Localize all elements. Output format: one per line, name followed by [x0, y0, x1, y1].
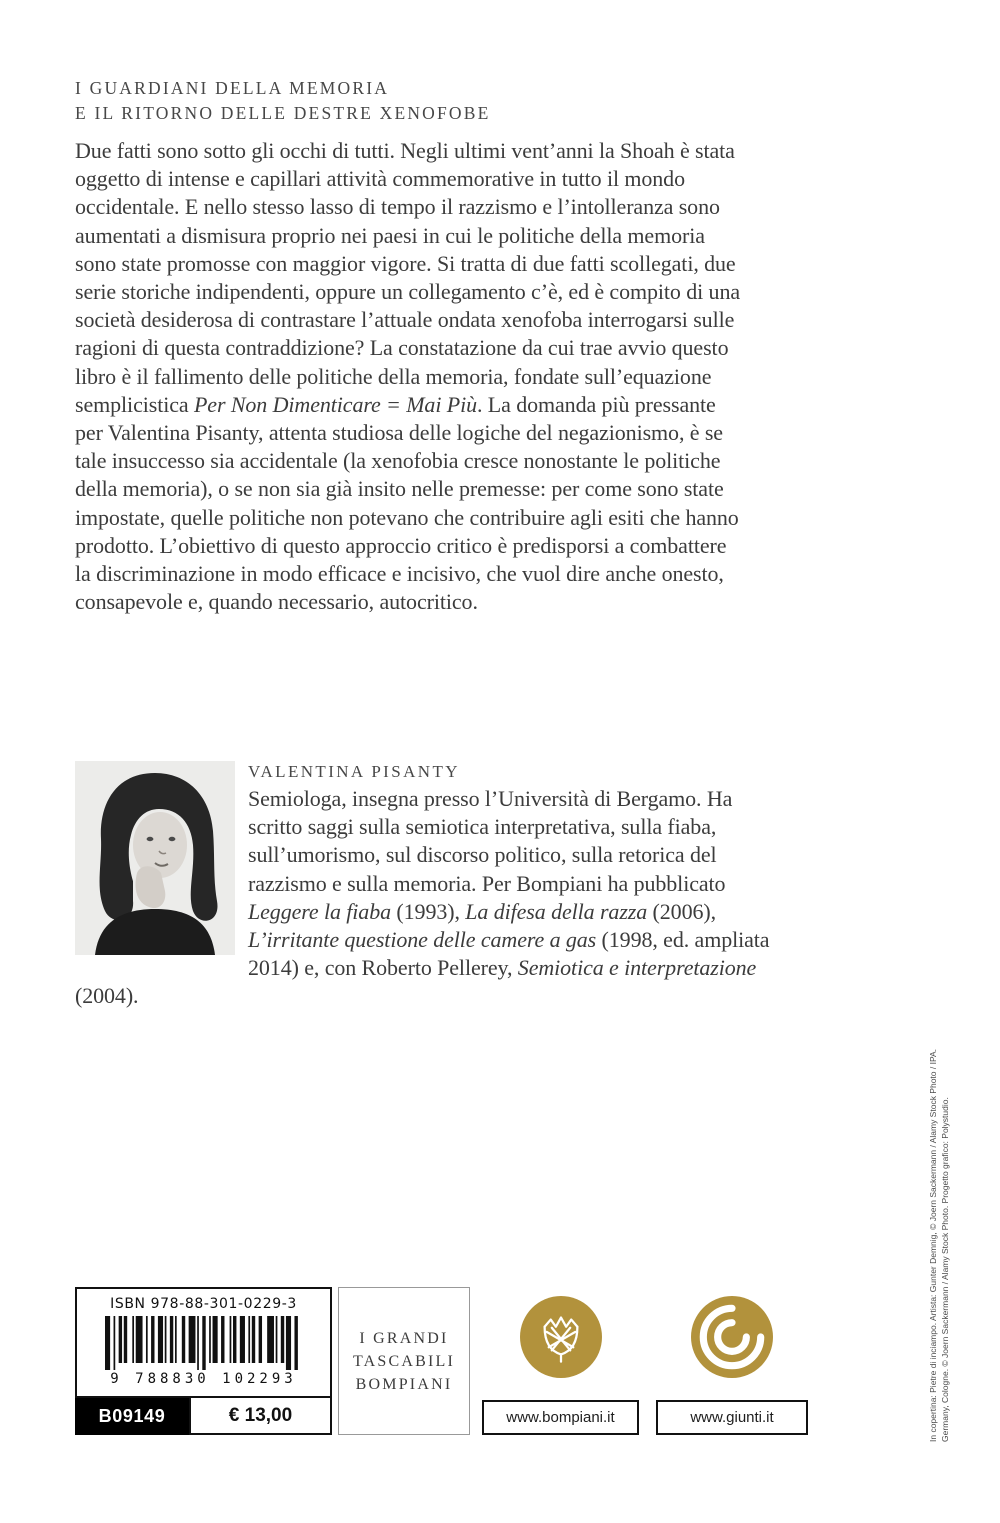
- isbn-label: ISBN 978-88-301-0229-3: [110, 1296, 297, 1312]
- bio-book-title-1: Leggere la fiaba: [248, 898, 392, 924]
- barcode-digits: 9 788830 102293: [110, 1371, 297, 1387]
- giunti-block: [656, 1287, 808, 1435]
- author-portrait-illustration: [75, 761, 235, 955]
- headline-line1: I GUARDIANI DELLA MEMORIA: [75, 78, 390, 98]
- isbn-block: [75, 1287, 332, 1435]
- bio-book-title-3: L’irritante questione delle camere a gas: [248, 927, 597, 953]
- photo-credits-vertical: [928, 1048, 951, 1442]
- bompiani-url: www.bompiani.it: [482, 1400, 639, 1435]
- barcode: [105, 1316, 303, 1370]
- series-line3: BOMPIANI: [355, 1375, 453, 1393]
- series-line2: TASCABILI: [352, 1352, 456, 1370]
- giunti-logo-icon: [691, 1296, 773, 1378]
- giunti-url: www.giunti.it: [656, 1400, 808, 1435]
- series-box: [338, 1287, 470, 1435]
- bompiani-block: [482, 1287, 639, 1435]
- bio-sep-1: (1993),: [391, 898, 466, 924]
- barcode-bars: [105, 1316, 298, 1370]
- main-text-block: [75, 76, 785, 616]
- author-section: [75, 757, 785, 1011]
- bio-book-title-2: La difesa della razza: [465, 898, 648, 924]
- bio-book-title-4: Semiotica e interpretazione: [517, 955, 757, 981]
- synopsis-part2: . La domanda più pressante per Valentina Pisanty, attenta studiosa delle logiche del negazionismo, è se tale insuccesso sia accidentale (la xenofobia cresce nonostante le politiche della memoria), o se non sia già insito nelle premesse: per come sono state impostate, quelle politiche non potevano che contribuire agli esiti che hanno prodotto. L’obiettivo di questo approccio critico è predisporsi a combattere la discriminazione in modo efficace e incisivo, che vuol dire anche onesto, consapevole e, quando necessario, autocritico.: [75, 391, 739, 615]
- bompiani-logo-icon: [520, 1296, 602, 1378]
- credits-line2: Germany, Cologne. © Joern Sackermann / Alamy Stock Photo. Progetto grafico: Polystudio.: [939, 1097, 950, 1442]
- code-price-row: [75, 1398, 332, 1435]
- bio-sep-4: (2004).: [75, 983, 139, 1009]
- synopsis-paragraph: [75, 137, 743, 616]
- series-line1: I GRANDI: [359, 1329, 449, 1347]
- barcode-box: [75, 1287, 332, 1398]
- synopsis-part1: Due fatti sono sotto gli occhi di tutti. Negli ultimi vent’anni la Shoah è stata oggetto di intense e capillari attività commemorative in tutto il mondo occidentale. E nello stesso lasso di tempo il razzismo e l’intolleranza sono aumentati a dismisura proprio nei paesi in cui le politiche della memoria sono state promosse con maggior vigore. Si tratta di due fatti scollegati, due serie storiche indipendenti, oppure un collegamento c’è, ed è compito di una società desiderosa di contrastare l’attuale ondata xenofoba interrogarsi sulle ragioni di questa contraddizione? La constatazione da cui trae avvio questo libro è il fallimento delle politiche della memoria, fondate sull’equazione semplicistica: [75, 138, 741, 417]
- synopsis-italic-title: Per Non Dimenticare = Mai Più: [193, 391, 477, 417]
- price: € 13,00: [189, 1398, 332, 1435]
- bio-sep-3: (1998, ed. ampliata 2014) e, con Roberto Pellerey,: [248, 927, 770, 981]
- headline: [75, 76, 785, 126]
- author-photo: [75, 761, 235, 955]
- headline-line2: E IL RITORNO DELLE DESTRE XENOFOBE: [75, 103, 491, 123]
- bio-sep-2: (2006),: [647, 898, 717, 924]
- author-name: VALENTINA PISANTY: [248, 762, 460, 781]
- credits-line1: In copertina: Pietre di inciampo. Artista: Gunter Demnig, © Joern Sackermann / Alamy Stock Photo / IPA.: [928, 1048, 938, 1442]
- footer-strip: [75, 1287, 810, 1435]
- edition-code-badge: B09149: [75, 1398, 189, 1435]
- bio-intro: Semiologa, insegna presso l’Università di Bergamo. Ha scritto saggi sulla semiotica interpretativa, sulla fiaba, sull’umorismo, sul discorso politico, sulla retorica del razzismo e sulla memoria. Per Bompiani ha pubblicato: [248, 786, 733, 896]
